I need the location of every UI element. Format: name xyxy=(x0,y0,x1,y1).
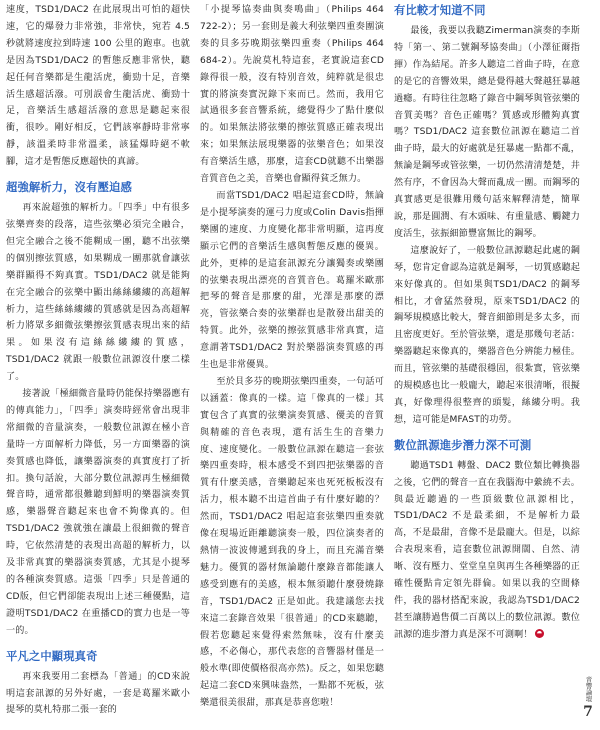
paragraph: 最後，我要以我聽Zimerman演奏的李斯特「第一、第二號鋼琴協奏曲」（小澤征爾指揮）作為結尾。許多人聽這二首曲子時，在意的是它的音響效果，總是覺得越大聲越狂暴越過癮。有時往往忽略了錄音中鋼琴與管弦樂的音質美嗎？音色正確嗎？質感或形體夠真實嗎？TSD1/DAC2 這套數位訊源在聽這二首曲子時，最大的好處就是狂暴處一點都不亂，無論是鋼琴或管弦樂，一切仍然清清楚楚，井然有序，不會因為大聲而亂成一團。而鋼琴的真實感更是很難用幾句話來解釋清楚，簡單說，那是圓潤、有木頭味、有重量感、觸鍵力度活生，弦振細節豐富無比的鋼琴。 xyxy=(394,26,580,239)
page-number: 7 xyxy=(583,704,593,720)
article-column-2 xyxy=(200,2,384,712)
paragraph: 這麼說好了，一般數位訊源聽起此處的鋼琴，您肯定會認為這就是鋼琴，一切質感聽起來好像真的。但如果與TSD1/DAC2 的鋼琴相比，才會猛然發現，原來TSD1/DAC2 的鋼琴規模感比較大，聲音細節則是多太多，而且密度更好。至於管弦樂，還是那幾句老話：樂器聽起來像真的，樂器音色分辨能力極佳。而且，管弦樂的基礎很穩固，很紮實，管弦樂的規模感也比一般龐大，聽起來很清晰，很擬真，好像理得很整齊的頭髮，絲縷分明。我想，這可能是MFAST的功勞。 xyxy=(394,245,580,425)
article-column-1 xyxy=(6,2,190,719)
section-heading-ordinary: 平凡之中顯現真奇 xyxy=(6,649,98,663)
paragraph: 至於貝多芬的晚期弦樂四重奏，一句話可以涵蓋：像真的一樣。這「像真的一樣」其實包含了真實的弦樂演奏質感、優美的音質與精確的音色表現，還有活生生的音樂力度、速度變化。一般數位訊源在聽這一套弦樂四重奏時，根本感受不到四把弦樂器的音質有什麼美感，音樂聽起來也死死板板沒有活力，根本聽不出這首曲子有什麼好聽的？然而，TSD1/DAC2 唱起這套弦樂四重奏就像在現場近距離聽演奏一般，四位演奏者的熱情一波波傳遞到我的身上，而且充滿音樂魅力。優質的器材無論聽什麼錄音都能讓人感受到應有的美感，根本無須聽什麼發燒錄音，TSD1/DAC2 正是如此。我建議您去找來這二套錄音效果「很普通」的CD來聽聽，假若您聽起來覺得索然無味，沒有什麼美感，不必傷心，那代表您的音響器材僅是一般水準(即使價格很高亦然)。反之，如果您聽起這二套CD來興味盎然，一點都不死板，弦樂還很美很甜，那真是恭喜您啦！ xyxy=(200,376,384,709)
paragraph: 速度，TSD1/DAC2 在此展現出可怕的超快速，它的爆發力非常強，非常快，宛若 4.5 秒就將速度拉到時速 100 公里的跑車。也就是因為TSD1/DAC2 的暫態反應非常快，聽起任何音樂都是生龍活虎，衝勁十足，音樂活生感超活潑。可別誤會生龍活虎、衝勁十足，音樂活生感超活潑的意思是聽起來很衝，很吵。剛好相反，它們該寧靜時非常寧靜，該溫柔時非常溫柔，該猛爆時絕不軟腳，這才是暫態反應超快的真諦。 xyxy=(6,5,190,168)
section-heading-comparison: 有比較才知道不同 xyxy=(394,4,486,17)
paragraph: 而當TSD1/DAC2 唱起這套CD時，無論是小提琴演奏的運弓力度或Colin Davis指揮樂團的速度、力度變化都非常明顯，這再度顯示它們的音樂活生感與暫態反應的優異。此外，更棒的是這套訊源充分讓獨奏或樂團的弦樂表現出漂亮的音質音色。葛羅米歐那把琴的聲音是那麼的甜，光澤是那麼的漂亮，管弦樂合奏的弦樂群也是散發出甜美的特質。此外，弦樂的擦弦質感非常真實，這意謂著TSD1/DAC2 對於樂器演奏質感的再生也是非常優異。 xyxy=(200,190,384,371)
paragraph: 再來說超強的解析力。「四季」中有很多弦樂齊奏的段落，這些弦樂必須完全融合，但完全融合之後不能糊成一團，聽不出弦樂的個別擦弦質感，如果糊成一團那就會讓弦樂群顯得不夠真實。TSD1/DAC2 就是能夠在完全融合的弦樂中顯出絲絲縷縷的高超解析力，這些絲絲縷縷的質感就是因為高超解析力將眾多細微弦樂擦弦質感表現出來的結果。如果沒有這絲絲縷縷的質感，TSD1/DAC2 就跟一般數位訊源沒什麼二樣了。 xyxy=(6,203,190,383)
paragraph-final xyxy=(394,458,580,644)
section-heading-potential: 數位訊源進步潛力深不可測 xyxy=(394,438,532,452)
page-footer xyxy=(582,676,594,720)
paragraph: 接著說「極細微音量時仍能保持樂器應有的傳真能力」，「四季」演奏時經常會出現非常細微的音量演奏，一般數位訊源在極小音量時一方面解析力降低，另一方面樂器的演奏質感也降低，讓樂器演奏的真實度打了折扣。換句話說，大部分數位訊源再生極細微聲音時，通常都很難聽到鮮明的樂器演奏質感，樂器聲音聽起來也會不夠像真的。但TSD1/DAC2 強就強在讓最上很細微的聲音時，它依然清楚的表現出高超的解析力，以及非常真實的樂器演奏質感，尤其是小提琴的各種演奏質感。這張「四季」只是普通的CD版，但它們卻能表現出上述三種優點，這證明TSD1/DAC2 在重播CD的實力也是一等一的。 xyxy=(6,389,190,636)
circle-end-mark-icon xyxy=(535,629,544,638)
magazine-title: 音響論壇 xyxy=(584,676,593,702)
paragraph-text: 聽過TSD1 轉盤、DAC2 數位類比轉換器之後，它們的聲音一直在我腦海中縈繞不去。與最近聽過的一些頂級數位訊源相比，TSD1/DAC2 不是最柔細，不是解析力最高，不是最甜，音像不是最龐大。但是，以綜合表現來看，這套數位訊源開闊、自然、清晰、沒有壓力、堂堂皇皇與再生各種樂器的正確性優點肯定領先群倫。如果以我的空間條件，我的器材搭配來說，我認為TSD1/DAC2 甚至讓勝過售價二百萬以上的數位訊源。數位訊源的進步潛力真是深不可測啊！ xyxy=(394,460,580,640)
paragraph: 再來我要用二套標為「普通」的CD來說明這套訊源的另外好處，一套是葛羅米歐小提琴的莫札特那二張一套的 xyxy=(6,671,190,716)
paragraph: 「小提琴協奏曲與奏鳴曲」（Philips 464 722-2）；另一套則是義大利弦樂四重奏團演奏的貝多芬晚期弦樂四重奏（Philips 464 684-2）。先說莫札特這套，老實說這套CD錄得很一般，沒有特別音效，純粹就是很忠實的將演奏實況錄下來而已。然而，我用它試過很多套音響系統，總覺得少了點什麼似的。如果無法將弦樂的擦弦質感正確表現出來；如果無法展現樂器的弦樂音色；如果沒有音樂活生感，那麼，這套CD就聽不出樂器音質音色之美，音樂也會顯得貧乏無力。 xyxy=(200,5,384,185)
section-heading-resolution: 超強解析力，沒有壓迫感 xyxy=(6,181,132,195)
article-column-3 xyxy=(394,2,580,644)
